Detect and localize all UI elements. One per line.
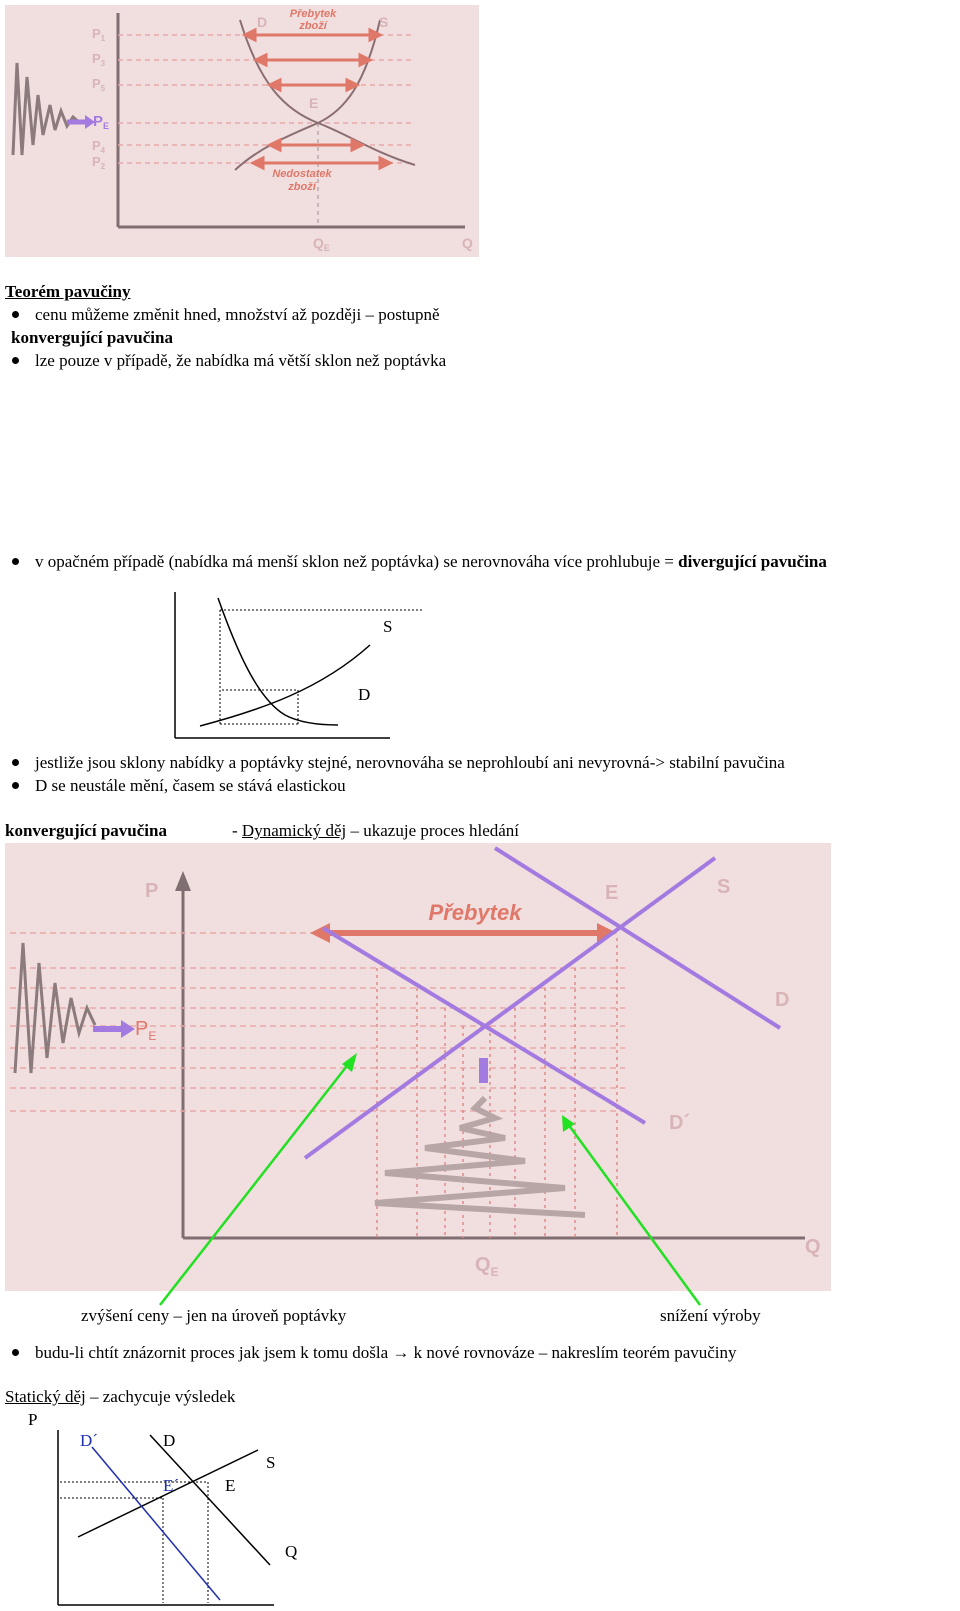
fig3-p-label: P — [145, 880, 159, 902]
bullet-dot — [12, 558, 19, 565]
fig3-qe-label: $Q_E$ — [475, 1254, 499, 1279]
static-process-heading — [5, 1387, 235, 1407]
fig3-s-label: S — [717, 876, 731, 898]
fig3-surplus-label: Přebytek — [428, 900, 522, 925]
bullet-d-elastic: D se neustále mění, časem se stává elastickou — [35, 776, 346, 795]
fig4-p-label: P — [28, 1410, 38, 1429]
fig4-d-label: D — [163, 1431, 176, 1450]
fig2-d-label: D — [358, 685, 371, 704]
fig4-e2-label: E´ — [163, 1476, 180, 1495]
fig1-p3-label: $P_3$ — [92, 51, 106, 68]
fig4-q-label: Q — [285, 1542, 298, 1561]
bullet-dot — [12, 311, 19, 318]
fig1-p5-label: $P_5$ — [92, 76, 106, 93]
fig4-e-label: E — [225, 1476, 236, 1495]
fig1-shortage-label-1: Nedostatek — [272, 168, 332, 180]
annotation-arrows — [0, 1050, 960, 1310]
fig4-d2-label: D´ — [80, 1431, 98, 1450]
heading-dash: - — [232, 821, 242, 840]
fig3-e-label: E — [605, 882, 619, 904]
annotation-output-decrease: snížení výroby — [660, 1306, 761, 1325]
arrow-right-icon: → — [392, 1343, 410, 1362]
fig1-surplus-label-2: zboží — [299, 20, 327, 32]
fig1-qe-label: $Q_E$ — [313, 235, 330, 253]
bullet-dot — [12, 759, 19, 766]
annotation-price-increase: zvýšení ceny – jen na úroveň poptávky — [81, 1306, 347, 1325]
bullet-dot — [12, 782, 19, 789]
subheading-convergent: konvergující pavučina — [11, 328, 173, 347]
fig1-d-label: D — [257, 14, 268, 30]
figure-divergent-cobweb — [170, 590, 430, 740]
heading-dynamic-process — [232, 821, 519, 841]
fig3-q-label: Q — [805, 1236, 821, 1258]
bullet-cobweb-process-b: k nové rovnováze – nakreslím teorém pavučiny — [409, 1343, 737, 1362]
fig3-pe-label: $P_E$ — [135, 1018, 157, 1043]
fig1-p4-label: $P_4$ — [92, 138, 106, 155]
figure-static-demand-shift — [20, 1405, 320, 1611]
fig1-pe-label: $P_E$ — [93, 113, 110, 131]
bullet-dot — [12, 1349, 19, 1356]
static-process-link: Statický děj — [5, 1387, 86, 1406]
fig3-d2-label: D´ — [669, 1112, 691, 1134]
bullet-price-change: cenu můžeme změnit hned, množství až později – postupně — [35, 305, 440, 324]
bullet-supply-steeper: lze pouze v případě, že nabídka má větší sklon než poptávka — [35, 351, 447, 370]
heading-dynamic-rest: – ukazuje proces hledání — [346, 821, 520, 840]
figure-equilibrium-photo — [5, 5, 479, 257]
fig1-p2-label: $P_2$ — [92, 154, 106, 171]
bullet-divergent-bold: divergující pavučina — [678, 552, 827, 571]
bullet-stable-cobweb: jestliže jsou sklony nabídky a poptávky stejné, nerovnováha se neprohloubí ani nevyrovná-> stabilní pavučina — [35, 753, 785, 772]
fig1-s-label: S — [379, 14, 389, 30]
static-process-rest: – zachycuje výsledek — [85, 1387, 236, 1406]
section-title-cobweb: Teorém pavučiny — [5, 282, 131, 301]
fig4-s-label: S — [266, 1453, 276, 1472]
fig1-e-label: E — [309, 95, 319, 111]
fig1-p1-label: $P_1$ — [92, 26, 106, 43]
heading-convergent-cobweb: konvergující pavučina — [5, 821, 167, 840]
bullet-cobweb-process-a: budu-li chtít znázornit proces jak jsem k tomu došla — [35, 1343, 393, 1362]
fig3-d-label: D — [775, 989, 790, 1011]
fig1-surplus-label-1: Přebytek — [289, 8, 337, 20]
fig1-shortage-label-2: zboží — [288, 181, 316, 193]
fig1-q-label: Q — [462, 235, 473, 251]
bullet-divergent — [35, 552, 827, 572]
fig2-s-label: S — [383, 617, 393, 636]
bullet-cobweb-process — [35, 1343, 737, 1363]
bullet-dot — [12, 357, 19, 364]
bullet-divergent-text: v opačném případě (nabídka má menší sklon než poptávka) se nerovnováha více prohlubuje = — [35, 552, 679, 571]
heading-dynamic-link: Dynamický děj — [241, 821, 347, 840]
